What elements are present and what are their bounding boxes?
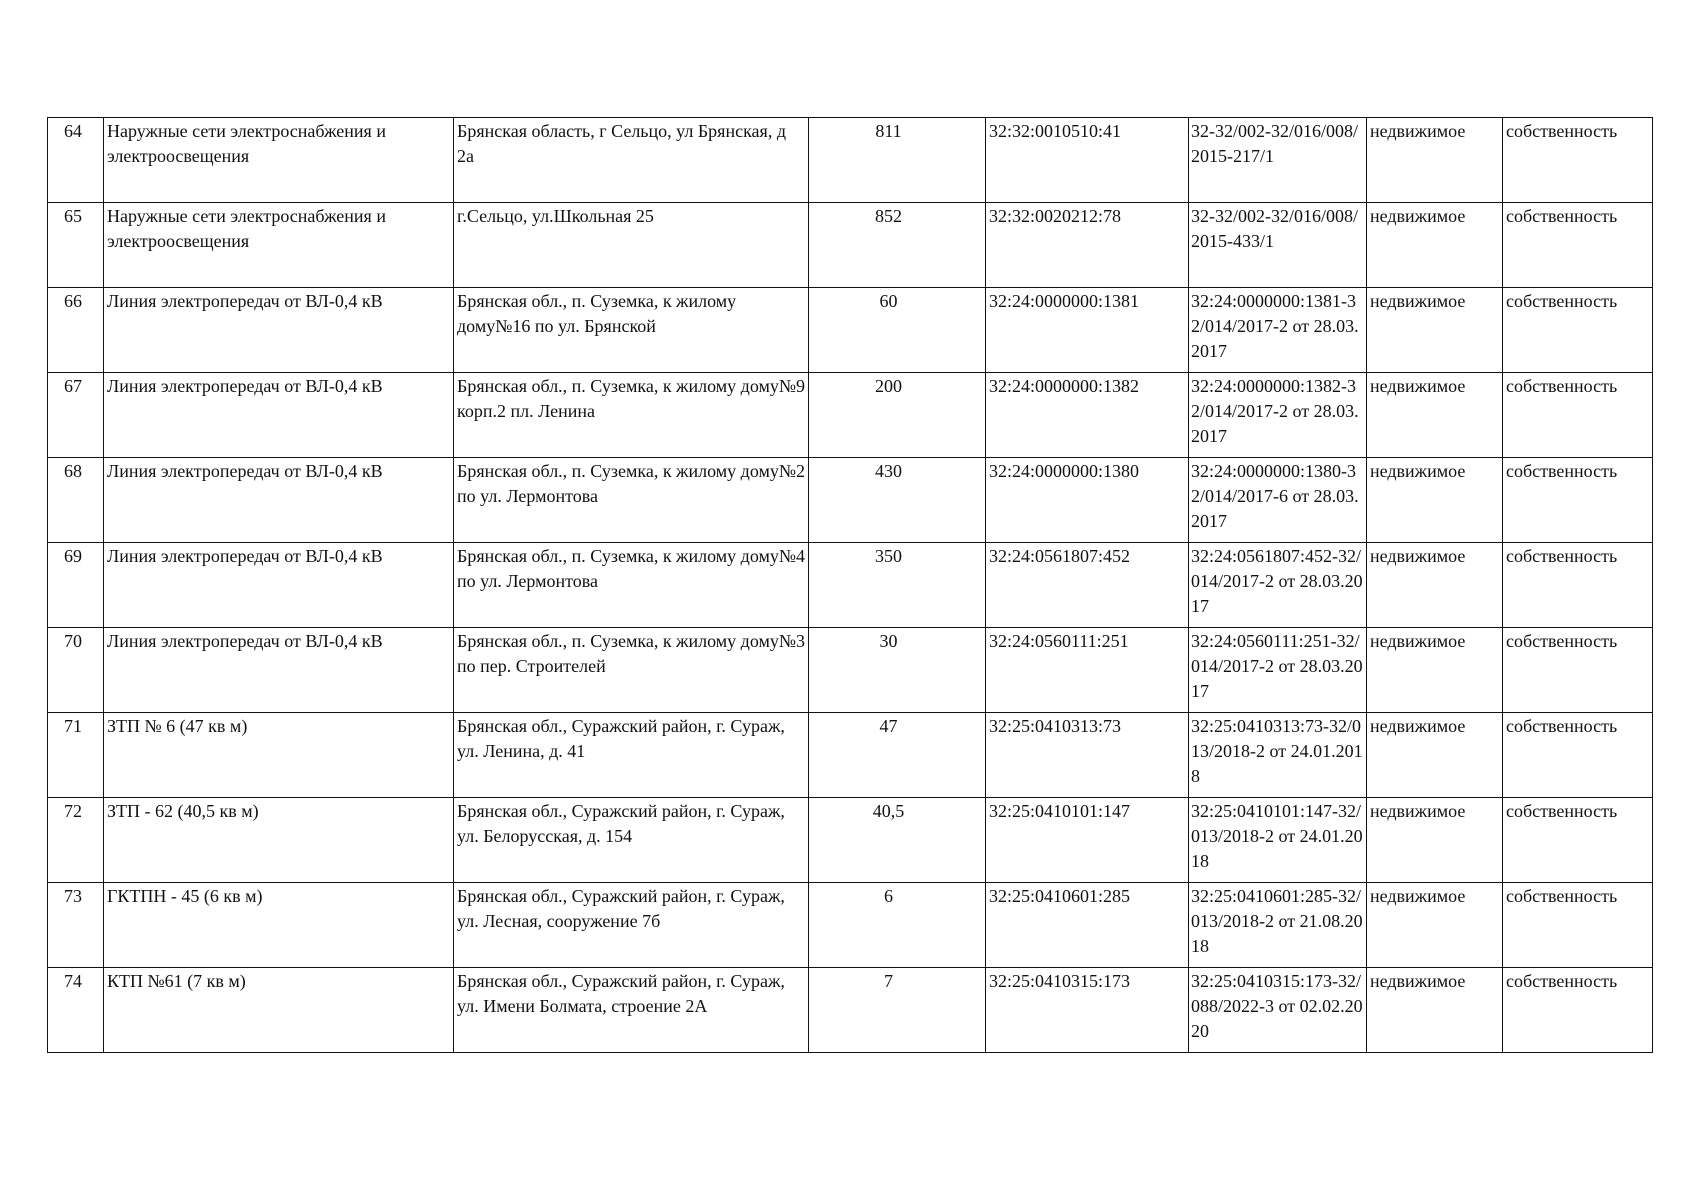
row-number-text: 69 — [64, 546, 82, 566]
object-name-text: ЗТП - 62 (40,5 кв м) — [107, 801, 259, 821]
length-text: 350 — [875, 546, 902, 566]
right-type-cell — [1503, 458, 1653, 543]
address-cell — [454, 883, 809, 968]
cadastral-number-cell — [986, 458, 1189, 543]
row-number-text: 68 — [64, 461, 82, 481]
address-text: Брянская обл., п. Суземка, к жилому дому№9 корп.2 пл. Ленина — [457, 376, 806, 421]
row-number-text: 74 — [64, 971, 82, 991]
address-cell — [454, 968, 809, 1053]
row-number-text: 66 — [64, 291, 82, 311]
right-type-cell — [1503, 798, 1653, 883]
length-text: 200 — [875, 376, 902, 396]
length-cell — [809, 203, 986, 288]
registration-record-text: 32:24:0560111:251-32/014/2017-2 от 28.03.2017 — [1191, 631, 1363, 701]
cadastral-number-cell — [986, 713, 1189, 798]
length-cell — [809, 288, 986, 373]
property-type-cell — [1367, 288, 1503, 373]
object-name-text: ГКТПН - 45 (6 кв м) — [107, 886, 263, 906]
property-type-text: недвижимое — [1370, 461, 1466, 481]
address-cell — [454, 203, 809, 288]
cadastral-number-cell — [986, 118, 1189, 203]
row-number-text: 71 — [64, 716, 82, 736]
registration-record-text: 32:24:0000000:1381-32/014/2017-2 от 28.03.2017 — [1191, 291, 1359, 361]
address-text: Брянская обл., Суражский район, г. Сураж, ул. Лесная, сооружение 7б — [457, 886, 785, 931]
right-type-text: собственность — [1506, 716, 1618, 736]
registration-record-cell — [1189, 373, 1367, 458]
length-text: 6 — [884, 886, 893, 906]
address-cell — [454, 628, 809, 713]
address-text: Брянская обл., п. Суземка, к жилому дому№16 по ул. Брянской — [457, 291, 737, 336]
right-type-cell — [1503, 968, 1653, 1053]
registration-record-text: 32:25:0410315:173-32/088/2022-3 от 02.02.2020 — [1191, 971, 1363, 1041]
right-type-text: собственность — [1506, 461, 1618, 481]
property-type-text: недвижимое — [1370, 121, 1466, 141]
cadastral-number-text: 32:32:0010510:41 — [989, 121, 1122, 141]
object-name-cell — [104, 288, 454, 373]
row-number-cell — [48, 543, 104, 628]
right-type-text: собственность — [1506, 546, 1618, 566]
cadastral-number-text: 32:24:0000000:1380 — [989, 461, 1140, 481]
property-type-cell — [1367, 798, 1503, 883]
object-name-cell — [104, 458, 454, 543]
cadastral-number-cell — [986, 883, 1189, 968]
row-number-text: 64 — [64, 121, 82, 141]
right-type-cell — [1503, 628, 1653, 713]
registration-record-cell — [1189, 203, 1367, 288]
property-type-text: недвижимое — [1370, 886, 1466, 906]
property-type-cell — [1367, 883, 1503, 968]
table-row — [48, 203, 1653, 288]
address-text: Брянская область, г Сельцо, ул Брянская, д 2а — [457, 121, 786, 166]
registration-record-cell — [1189, 713, 1367, 798]
object-name-text: ЗТП № 6 (47 кв м) — [107, 716, 248, 736]
length-text: 47 — [879, 716, 898, 736]
row-number-cell — [48, 713, 104, 798]
registration-record-text: 32-32/002-32/016/008/2015-433/1 — [1191, 206, 1358, 251]
cadastral-number-cell — [986, 798, 1189, 883]
cadastral-number-text: 32:25:0410315:173 — [989, 971, 1131, 991]
registration-record-cell — [1189, 288, 1367, 373]
object-name-cell — [104, 968, 454, 1053]
row-number-text: 72 — [64, 801, 82, 821]
registration-record-cell — [1189, 118, 1367, 203]
address-text: Брянская обл., Суражский район, г. Сураж, ул. Белорусская, д. 154 — [457, 801, 785, 846]
registration-record-cell — [1189, 883, 1367, 968]
length-text: 30 — [879, 631, 898, 651]
row-number-cell — [48, 798, 104, 883]
row-number-cell — [48, 288, 104, 373]
length-text: 7 — [884, 971, 893, 991]
registration-record-cell — [1189, 628, 1367, 713]
property-type-text: недвижимое — [1370, 206, 1466, 226]
address-cell — [454, 543, 809, 628]
length-text: 430 — [875, 461, 902, 481]
table-row — [48, 883, 1653, 968]
property-register-table — [47, 117, 1653, 1053]
property-type-text: недвижимое — [1370, 716, 1466, 736]
right-type-cell — [1503, 203, 1653, 288]
table-row — [48, 713, 1653, 798]
object-name-text: Наружные сети электроснабжения и электроосвещения — [107, 121, 386, 166]
row-number-text: 65 — [64, 206, 82, 226]
property-type-cell — [1367, 628, 1503, 713]
object-name-text: Линия электропередач от ВЛ-0,4 кВ — [107, 631, 383, 651]
row-number-cell — [48, 118, 104, 203]
length-text: 811 — [875, 121, 902, 141]
length-text: 852 — [875, 206, 902, 226]
property-type-text: недвижимое — [1370, 631, 1466, 651]
cadastral-number-cell — [986, 288, 1189, 373]
row-number-cell — [48, 628, 104, 713]
table-row — [48, 373, 1653, 458]
row-number-text: 70 — [64, 631, 82, 651]
register-body — [48, 118, 1653, 1053]
length-text: 40,5 — [872, 801, 905, 821]
right-type-cell — [1503, 713, 1653, 798]
property-type-text: недвижимое — [1370, 971, 1466, 991]
property-type-cell — [1367, 458, 1503, 543]
property-type-text: недвижимое — [1370, 546, 1466, 566]
registration-record-text: 32:24:0000000:1380-32/014/2017-6 от 28.03.2017 — [1191, 461, 1359, 531]
right-type-cell — [1503, 883, 1653, 968]
row-number-cell — [48, 968, 104, 1053]
object-name-text: Линия электропередач от ВЛ-0,4 кВ — [107, 291, 383, 311]
cadastral-number-text: 32:24:0561807:452 — [989, 546, 1131, 566]
object-name-cell — [104, 543, 454, 628]
table-row — [48, 628, 1653, 713]
table-row — [48, 543, 1653, 628]
right-type-text: собственность — [1506, 886, 1618, 906]
row-number-text: 73 — [64, 886, 82, 906]
right-type-cell — [1503, 288, 1653, 373]
right-type-text: собственность — [1506, 971, 1618, 991]
object-name-cell — [104, 628, 454, 713]
property-type-cell — [1367, 118, 1503, 203]
right-type-cell — [1503, 543, 1653, 628]
length-cell — [809, 458, 986, 543]
cadastral-number-text: 32:32:0020212:78 — [989, 206, 1122, 226]
address-cell — [454, 288, 809, 373]
right-type-text: собственность — [1506, 206, 1618, 226]
property-type-text: недвижимое — [1370, 376, 1466, 396]
table-row — [48, 288, 1653, 373]
property-type-cell — [1367, 968, 1503, 1053]
registration-record-text: 32:24:0000000:1382-32/014/2017-2 от 28.03.2017 — [1191, 376, 1359, 446]
row-number-text: 67 — [64, 376, 82, 396]
property-type-cell — [1367, 373, 1503, 458]
address-cell — [454, 118, 809, 203]
table-row — [48, 118, 1653, 203]
cadastral-number-cell — [986, 203, 1189, 288]
object-name-cell — [104, 798, 454, 883]
length-text: 60 — [879, 291, 898, 311]
right-type-text: собственность — [1506, 631, 1618, 651]
address-text: Брянская обл., п. Суземка, к жилому дому№2 по ул. Лермонтова — [457, 461, 806, 506]
registration-record-text: 32:25:0410313:73-32/013/2018-2 от 24.01.2018 — [1191, 716, 1363, 786]
address-text: Брянская обл., п. Суземка, к жилому дому№3 по пер. Строителей — [457, 631, 806, 676]
right-type-cell — [1503, 118, 1653, 203]
cadastral-number-text: 32:24:0560111:251 — [989, 631, 1129, 651]
address-text: Брянская обл., Суражский район, г. Сураж, ул. Ленина, д. 41 — [457, 716, 785, 761]
address-text: г.Сельцо, ул.Школьная 25 — [457, 206, 654, 226]
address-cell — [454, 458, 809, 543]
table-row — [48, 968, 1653, 1053]
length-cell — [809, 118, 986, 203]
registration-record-cell — [1189, 543, 1367, 628]
property-type-text: недвижимое — [1370, 291, 1466, 311]
length-cell — [809, 628, 986, 713]
table-row — [48, 458, 1653, 543]
registration-record-text: 32:25:0410601:285-32/013/2018-2 от 21.08.2018 — [1191, 886, 1363, 956]
cadastral-number-text: 32:24:0000000:1381 — [989, 291, 1140, 311]
registration-record-text: 32:24:0561807:452-32/014/2017-2 от 28.03.2017 — [1191, 546, 1363, 616]
right-type-cell — [1503, 373, 1653, 458]
address-cell — [454, 798, 809, 883]
address-cell — [454, 373, 809, 458]
property-type-text: недвижимое — [1370, 801, 1466, 821]
registration-record-cell — [1189, 458, 1367, 543]
cadastral-number-cell — [986, 628, 1189, 713]
registration-record-cell — [1189, 968, 1367, 1053]
address-cell — [454, 713, 809, 798]
object-name-cell — [104, 883, 454, 968]
cadastral-number-text: 32:24:0000000:1382 — [989, 376, 1140, 396]
length-cell — [809, 883, 986, 968]
right-type-text: собственность — [1506, 376, 1618, 396]
right-type-text: собственность — [1506, 121, 1618, 141]
right-type-text: собственность — [1506, 291, 1618, 311]
length-cell — [809, 373, 986, 458]
cadastral-number-cell — [986, 543, 1189, 628]
address-text: Брянская обл., п. Суземка, к жилому дому№4 по ул. Лермонтова — [457, 546, 806, 591]
row-number-cell — [48, 203, 104, 288]
object-name-cell — [104, 118, 454, 203]
object-name-cell — [104, 713, 454, 798]
row-number-cell — [48, 458, 104, 543]
table-row — [48, 798, 1653, 883]
registration-record-cell — [1189, 798, 1367, 883]
property-type-cell — [1367, 543, 1503, 628]
object-name-cell — [104, 373, 454, 458]
object-name-text: Линия электропередач от ВЛ-0,4 кВ — [107, 546, 383, 566]
cadastral-number-text: 32:25:0410101:147 — [989, 801, 1131, 821]
length-cell — [809, 713, 986, 798]
right-type-text: собственность — [1506, 801, 1618, 821]
registration-record-text: 32-32/002-32/016/008/2015-217/1 — [1191, 121, 1358, 166]
length-cell — [809, 798, 986, 883]
cadastral-number-text: 32:25:0410313:73 — [989, 716, 1122, 736]
length-cell — [809, 968, 986, 1053]
cadastral-number-text: 32:25:0410601:285 — [989, 886, 1131, 906]
object-name-text: Наружные сети электроснабжения и электроосвещения — [107, 206, 386, 251]
length-cell — [809, 543, 986, 628]
registration-record-text: 32:25:0410101:147-32/013/2018-2 от 24.01.2018 — [1191, 801, 1363, 871]
object-name-text: Линия электропередач от ВЛ-0,4 кВ — [107, 461, 383, 481]
address-text: Брянская обл., Суражский район, г. Сураж, ул. Имени Болмата, строение 2А — [457, 971, 785, 1016]
property-type-cell — [1367, 203, 1503, 288]
object-name-cell — [104, 203, 454, 288]
object-name-text: Линия электропередач от ВЛ-0,4 кВ — [107, 376, 383, 396]
row-number-cell — [48, 373, 104, 458]
cadastral-number-cell — [986, 968, 1189, 1053]
cadastral-number-cell — [986, 373, 1189, 458]
property-type-cell — [1367, 713, 1503, 798]
row-number-cell — [48, 883, 104, 968]
object-name-text: КТП №61 (7 кв м) — [107, 971, 246, 991]
